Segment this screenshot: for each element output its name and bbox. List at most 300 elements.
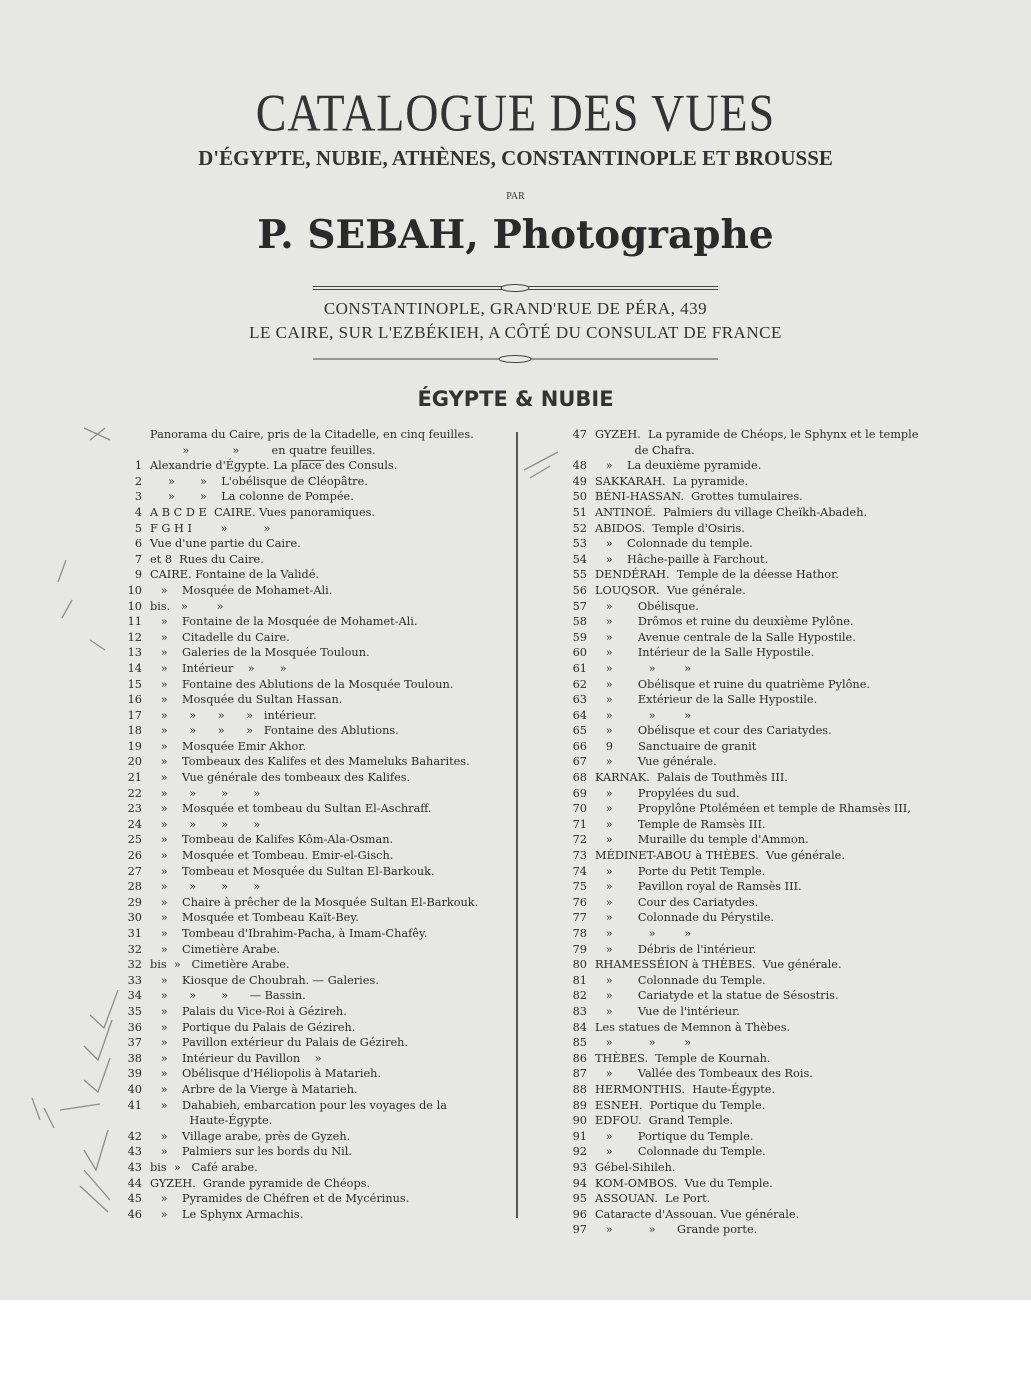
entry-text: » » » » (150, 786, 261, 800)
entry-text: » Vue générale. (595, 755, 717, 769)
entry-text: RHAMESSÉION à THÈBES. Vue générale. (595, 958, 842, 972)
entry-text: » Vallée des Tombeaux des Rois. (595, 1067, 813, 1081)
catalogue-entry (545, 567, 985, 583)
entry-number: 10 (127, 599, 142, 613)
entry-number: 94 (572, 1176, 587, 1190)
catalogue-entry (545, 1129, 985, 1145)
catalogue-title: CATALOGUE DES VUES (255, 83, 776, 142)
entry-number: 38 (127, 1051, 142, 1065)
entry-text: A B C D E CAIRE. Vues panoramiques. (150, 505, 376, 519)
catalogue-entry (100, 1160, 510, 1176)
entry-number: 11 (127, 615, 142, 629)
catalogue-entry (545, 895, 985, 911)
entry-text: » Fontaine de la Mosquée de Mohamet-Ali. (150, 615, 418, 629)
entry-number: 65 (572, 724, 587, 738)
catalogue-entry (545, 599, 985, 615)
entry-number: 68 (572, 771, 587, 785)
entry-text: ASSOUAN. Le Port. (595, 1192, 711, 1206)
entry-text: » Colonnade du Pérystile. (595, 911, 774, 925)
catalogue-entry (100, 817, 510, 833)
entry-number: 69 (572, 786, 587, 800)
entry-number: 53 (572, 537, 587, 551)
catalogue-entry (545, 879, 985, 895)
catalogue-entry (100, 474, 510, 490)
entry-text: » » » » Fontaine des Ablutions. (150, 724, 399, 738)
entry-number: 41 (127, 1098, 142, 1112)
entry-number: 95 (572, 1192, 587, 1206)
catalogue-entry (100, 583, 510, 599)
entry-number: 85 (572, 1036, 587, 1050)
entry-text: bis » Cimetière Arabe. (150, 958, 290, 972)
catalogue-entry (545, 1082, 985, 1098)
catalogue-entry (545, 926, 985, 942)
par-label: PAR (506, 191, 525, 202)
catalogue-entry (545, 489, 985, 505)
entry-text: » Avenue centrale de la Salle Hypostile. (595, 630, 856, 644)
catalogue-entry (545, 1160, 985, 1176)
entry-text: » Extérieur de la Salle Hypostile. (595, 693, 818, 707)
entry-text: » » » (595, 708, 692, 722)
entry-number: 80 (572, 958, 587, 972)
entry-text: bis. » » (150, 599, 224, 613)
entry-text: 9 Sanctuaire de granit (595, 739, 757, 753)
entry-number: 77 (572, 911, 587, 925)
entry-text: » » » (595, 661, 692, 675)
entry-number: 9 (134, 568, 142, 582)
entry-number: 29 (127, 895, 142, 909)
catalogue-entry (545, 770, 985, 786)
catalogue-entry (100, 630, 510, 646)
catalogue-entry (100, 832, 510, 848)
catalogue-entry (100, 1191, 510, 1207)
entry-number: 59 (572, 630, 587, 644)
catalogue-entry (545, 1207, 985, 1223)
entry-text: » Mosquée et Tombeau Kaït-Bey. (150, 911, 359, 925)
entry-number: 36 (127, 1020, 142, 1034)
entry-text: » Citadelle du Caire. (150, 630, 290, 644)
entry-text: » Intérieur de la Salle Hypostile. (595, 646, 815, 660)
catalogue-entry (100, 677, 510, 693)
catalogue-entry (545, 988, 985, 1004)
entry-number: 31 (127, 927, 142, 940)
entry-number: 83 (572, 1004, 587, 1018)
entry-text: » Colonnade du Temple. (595, 1145, 766, 1159)
catalogue-entry (545, 1144, 985, 1160)
catalogue-entry (545, 1222, 985, 1238)
entry-number: 76 (572, 895, 587, 909)
catalogue-entry (100, 458, 510, 474)
entry-number: 12 (127, 630, 142, 644)
catalogue-entry (545, 942, 985, 958)
catalogue-entry (100, 489, 510, 505)
entry-number: 84 (572, 1020, 587, 1034)
entry-number: 39 (127, 1067, 142, 1081)
entry-number: 40 (127, 1082, 142, 1096)
entry-text: de Chafra. (595, 443, 695, 457)
catalogue-entry (545, 474, 985, 490)
catalogue-entry (100, 1082, 510, 1098)
entry-text: » Mosquée de Mohamet-Ali. (150, 583, 333, 597)
entry-number: 75 (572, 880, 587, 894)
entry-text: » Hâche-paille à Farchout. (595, 552, 769, 566)
entry-text: » Chaire à prêcher de la Mosquée Sultan El-Barkouk. (150, 895, 479, 909)
entry-text: SAKKARAH. La pyramide. (595, 474, 749, 488)
entry-text: » » » » intérieur. (150, 708, 317, 722)
right-column (545, 427, 985, 1238)
entry-text: » Tombeaux des Kalifes et des Mameluks Baharites. (150, 755, 470, 769)
entry-text: » Propylône Ptoléméen et temple de Rhamsès III, (595, 802, 911, 816)
catalogue-entry (545, 505, 985, 521)
entry-text: GYZEH. Grande pyramide de Chéops. (150, 1176, 371, 1190)
address-constantinople: CONSTANTINOPLE, GRAND'RUE DE PÉRA, 439 (323, 299, 708, 318)
entry-number: 3 (134, 490, 142, 504)
catalogue-entry (100, 1066, 510, 1082)
catalogue-entry (100, 739, 510, 755)
entry-number: 79 (572, 942, 587, 956)
catalogue-entry (100, 427, 510, 443)
entry-text: » Vue générale des tombeaux des Kalifes. (150, 771, 411, 785)
entry-text: » Mosquée Emir Akhor. (150, 739, 307, 753)
catalogue-entry (545, 427, 985, 443)
entry-text: GYZEH. La pyramide de Chéops, le Sphynx et le temple (595, 428, 919, 441)
catalogue-entry (545, 521, 985, 537)
catalogue-entry (100, 505, 510, 521)
ornament-divider-top (313, 283, 718, 293)
entry-text: » » L'obélisque de Cléopâtre. (150, 474, 368, 488)
catalogue-entry (545, 957, 985, 973)
entry-number (100, 1113, 150, 1129)
catalogue-entry (100, 708, 510, 724)
entry-text: Alexandrie d'Égypte. La place des Consuls. (150, 459, 398, 473)
entry-number: 78 (572, 927, 587, 940)
catalogue-entry (100, 895, 510, 911)
catalogue-entry (100, 754, 510, 770)
entry-text: EDFOU. Grand Temple. (595, 1114, 734, 1128)
entry-number: 4 (134, 505, 142, 519)
catalogue-entry (545, 817, 985, 833)
entry-text: CAIRE. Fontaine de la Validé. (150, 568, 319, 582)
catalogue-entry (100, 599, 510, 615)
entry-number: 32 (127, 942, 142, 956)
entry-number: 70 (572, 802, 587, 816)
entry-number: 47 (572, 428, 587, 441)
catalogue-entry (100, 645, 510, 661)
entry-number: 56 (572, 583, 587, 597)
entry-text: » Village arabe, près de Gyzeh. (150, 1129, 351, 1143)
catalogue-entry (545, 677, 985, 693)
entry-text: » Pavillon extérieur du Palais de Gézireh. (150, 1036, 409, 1050)
entry-number: 58 (572, 615, 587, 629)
catalogue-entry (100, 1129, 510, 1145)
entry-text: » Le Sphynx Armachis. (150, 1207, 304, 1221)
entry-text: » Colonnade du temple. (595, 537, 753, 551)
entry-number: 88 (572, 1082, 587, 1096)
entry-text: » Dahabieh, embarcation pour les voyages de la (150, 1098, 447, 1112)
entry-number: 66 (572, 739, 587, 753)
entry-number: 1 (134, 459, 142, 473)
entry-text: Panorama du Caire, pris de la Citadelle, en cinq feuilles. (150, 428, 474, 441)
entry-text: KOM-OMBOS. Vue du Temple. (595, 1176, 773, 1190)
catalogue-entry (545, 723, 985, 739)
catalogue-entry (545, 973, 985, 989)
entry-text: F G H I » » (150, 521, 271, 535)
catalogue-entry (545, 443, 985, 459)
catalogue-entry (545, 1004, 985, 1020)
catalogue-entry (100, 1051, 510, 1067)
entry-text: BÉNI-HASSAN. Grottes tumulaires. (595, 490, 803, 504)
entry-number: 43 (127, 1145, 142, 1159)
entry-text: Vue d'une partie du Caire. (150, 537, 301, 551)
entry-number: 34 (127, 989, 142, 1003)
entry-text: Haute-Égypte. (150, 1114, 273, 1128)
catalogue-entry (545, 1191, 985, 1207)
catalogue-entry (545, 754, 985, 770)
entry-text: HERMONTHIS. Haute-Égypte. (595, 1082, 776, 1096)
catalogue-entry (100, 1207, 510, 1223)
catalogue-entry (545, 1035, 985, 1051)
catalogue-entry (100, 957, 510, 973)
entry-number: 74 (572, 864, 587, 878)
entry-number: 17 (127, 708, 142, 722)
entry-text: » Arbre de la Vierge à Matarieh. (150, 1082, 358, 1096)
entry-text: » Tombeau de Kalifes Kôm-Ala-Osman. (150, 833, 394, 847)
entry-number: 42 (127, 1129, 142, 1143)
catalogue-entry (100, 879, 510, 895)
catalogue-entry (545, 864, 985, 880)
catalogue-entry (545, 458, 985, 474)
entry-text: et 8 Rues du Caire. (150, 552, 264, 566)
entry-number: 52 (572, 521, 587, 535)
entry-text: MÉDINET-ABOU à THÈBES. Vue générale. (595, 849, 845, 863)
entry-number: 18 (127, 724, 142, 738)
entry-number: 93 (572, 1160, 587, 1174)
catalogue-entry (100, 973, 510, 989)
entry-number: 16 (127, 693, 142, 707)
catalogue-entry (545, 661, 985, 677)
entry-text: » Cour des Cariatydes. (595, 895, 759, 909)
entry-number: 30 (127, 911, 142, 925)
entry-number: 90 (572, 1114, 587, 1128)
catalogue-entry (100, 614, 510, 630)
entry-number: 54 (572, 552, 587, 566)
catalogue-entry (545, 1051, 985, 1067)
entry-text: » Kiosque de Choubrah. — Galeries. (150, 973, 379, 987)
entry-text: » Vue de l'intérieur. (595, 1004, 740, 1018)
entry-number: 63 (572, 693, 587, 707)
entry-number: 64 (572, 708, 587, 722)
catalogue-entry (100, 723, 510, 739)
entry-text: » Obélisque et ruine du quatrième Pylône. (595, 677, 870, 691)
catalogue-entry (100, 1176, 510, 1192)
entry-text: » Muraille du temple d'Ammon. (595, 833, 809, 847)
catalogue-entry (100, 521, 510, 537)
entry-text: » Pavillon royal de Ramsès III. (595, 880, 802, 894)
entry-text: » Cariatyde et la statue de Sésostris. (595, 989, 839, 1003)
catalogue-entry (545, 692, 985, 708)
entry-text: » Porte du Petit Temple. (595, 864, 766, 878)
entry-text: » » en quatre feuilles. (150, 443, 376, 457)
entry-text: THÈBES. Temple de Kournah. (595, 1051, 771, 1065)
entry-number: 61 (572, 661, 587, 675)
catalogue-entry (545, 786, 985, 802)
entry-number: 72 (572, 833, 587, 847)
entry-number: 49 (572, 474, 587, 488)
entry-number: 89 (572, 1098, 587, 1112)
entry-number: 6 (134, 537, 142, 551)
entry-number: 81 (572, 973, 587, 987)
entry-number: 73 (572, 849, 587, 863)
entry-text: » » » » (150, 880, 261, 894)
entry-number: 28 (127, 880, 142, 894)
entry-number: 21 (127, 771, 142, 785)
entry-text: » Cimetière Arabe. (150, 942, 281, 956)
entry-number: 22 (127, 786, 142, 800)
entry-text: » Propylées du sud. (595, 786, 740, 800)
entry-number: 32 (127, 958, 142, 972)
entry-number: 55 (572, 568, 587, 582)
entry-text: DENDÉRAH. Temple de la déesse Hathor. (595, 568, 839, 582)
ornament-divider-bottom (313, 354, 718, 364)
catalogue-entry (100, 1113, 510, 1129)
catalogue-entry (545, 910, 985, 926)
entry-text: ESNEH. Portique du Temple. (595, 1098, 766, 1112)
catalogue-entry (100, 552, 510, 568)
entry-text: » Drômos et ruine du deuxième Pylône. (595, 615, 854, 629)
catalogue-entry (545, 1098, 985, 1114)
entry-text: LOUQSOR. Vue générale. (595, 583, 746, 597)
entry-number: 46 (127, 1207, 142, 1221)
entry-number: 57 (572, 599, 587, 613)
entry-number: 14 (127, 661, 142, 675)
entry-text: » Mosquée du Sultan Hassan. (150, 693, 343, 707)
entry-number: 26 (127, 849, 142, 863)
catalogue-entry (545, 552, 985, 568)
entry-text: » Pyramides de Chéfren et de Mycérinus. (150, 1192, 410, 1206)
entry-number (100, 443, 150, 459)
entry-number (100, 427, 150, 443)
entry-text: » Obélisque et cour des Cariatydes. (595, 724, 832, 738)
entry-number: 27 (127, 864, 142, 878)
entry-number: 25 (127, 833, 142, 847)
entry-number: 50 (572, 490, 587, 504)
entry-number: 60 (572, 646, 587, 660)
entry-number: 19 (127, 739, 142, 753)
entry-text: ABIDOS. Temple d'Osiris. (595, 521, 745, 535)
entry-number: 5 (134, 521, 142, 535)
catalogue-entry (100, 864, 510, 880)
entry-number: 48 (572, 459, 587, 473)
entry-number: 86 (572, 1051, 587, 1065)
left-column (100, 427, 510, 1222)
catalogue-entry (545, 1176, 985, 1192)
entry-text: » Obélisque. (595, 599, 699, 613)
entry-number (545, 443, 595, 459)
entry-text: Gébel-Sihileh. (595, 1160, 676, 1174)
entry-text: Cataracte d'Assouan. Vue générale. (595, 1207, 800, 1221)
entry-text: » Temple de Ramsès III. (595, 817, 766, 831)
column-divider (516, 432, 518, 1218)
catalogue-entry (100, 1098, 510, 1114)
entry-text: » Portique du Palais de Gézireh. (150, 1020, 356, 1034)
entry-number: 7 (134, 552, 142, 566)
entry-number: 71 (572, 817, 587, 831)
entry-number: 87 (572, 1067, 587, 1081)
entry-number: 45 (127, 1192, 142, 1206)
catalogue-entry (100, 942, 510, 958)
entry-text: » Portique du Temple. (595, 1129, 754, 1143)
entry-number: 20 (127, 755, 142, 769)
entry-number: 51 (572, 505, 587, 519)
entry-text: » Tombeau et Mosquée du Sultan El-Barkouk. (150, 864, 435, 878)
entry-text: » » » — Bassin. (150, 989, 306, 1003)
catalogue-entry (545, 1020, 985, 1036)
entry-text: » La deuxième pyramide. (595, 459, 762, 473)
entry-number: 24 (127, 817, 142, 831)
entry-text: » Palmiers sur les bords du Nil. (150, 1145, 352, 1159)
catalogue-entry (545, 536, 985, 552)
address-cairo: LE CAIRE, SUR L'EZBÉKIEH, A CÔTÉ DU CONSULAT DE FRANCE (249, 323, 782, 342)
entry-text: » » Grande porte. (595, 1223, 758, 1237)
catalogue-entry (545, 739, 985, 755)
catalogue-entry (545, 832, 985, 848)
catalogue-entry (100, 692, 510, 708)
entry-number: 62 (572, 677, 587, 691)
entry-text: » Obélisque d'Héliopolis à Matarieh. (150, 1067, 382, 1081)
catalogue-entry (100, 1035, 510, 1051)
entry-number: 15 (127, 677, 142, 691)
entry-text: » Mosquée et Tombeau. Emir-el-Gisch. (150, 849, 394, 863)
entry-text: ANTINOÉ. Palmiers du village Cheïkh-Abadeh. (595, 505, 868, 519)
catalogue-entry (100, 801, 510, 817)
entry-text: bis » Café arabe. (150, 1160, 258, 1174)
photographer-name: P. SEBAH, Photographe (257, 212, 774, 258)
catalogue-entry (100, 443, 510, 459)
catalogue-entry (545, 848, 985, 864)
section-title: ÉGYPTE & NUBIE (417, 387, 614, 411)
catalogue-entry (545, 583, 985, 599)
entry-text: » » » (595, 927, 692, 940)
catalogue-entry (100, 1004, 510, 1020)
entry-text: » Tombeau d'Ibrahim-Pacha, à Imam-Chafêy. (150, 927, 428, 940)
entry-number: 37 (127, 1036, 142, 1050)
entry-number: 10 (127, 583, 142, 597)
catalogue-entry (100, 1020, 510, 1036)
entry-number: 35 (127, 1004, 142, 1018)
entry-number: 82 (572, 989, 587, 1003)
catalogue-entry (545, 630, 985, 646)
catalogue-entry (545, 614, 985, 630)
catalogue-entry (545, 708, 985, 724)
entry-number: 23 (127, 802, 142, 816)
catalogue-entry (545, 1113, 985, 1129)
catalogue-entry (100, 567, 510, 583)
entry-number: 96 (572, 1207, 587, 1221)
entry-number: 43 (127, 1160, 142, 1174)
entry-text: » » » (595, 1036, 692, 1050)
catalogue-entry (100, 926, 510, 942)
entry-number: 67 (572, 755, 587, 769)
entry-text: » Intérieur du Pavillon » (150, 1051, 322, 1065)
entry-number: 13 (127, 646, 142, 660)
entry-text: » Mosquée et tombeau du Sultan El-Aschraff. (150, 802, 432, 816)
catalogue-entry (100, 1144, 510, 1160)
entry-text: » Débris de l'intérieur. (595, 942, 757, 956)
catalogue-entry (545, 801, 985, 817)
catalogue-entry (545, 1066, 985, 1082)
entry-text: Les statues de Memnon à Thèbes. (595, 1020, 791, 1034)
catalogue-entry (100, 988, 510, 1004)
entry-text: » Palais du Vice-Roi à Gézireh. (150, 1004, 347, 1018)
